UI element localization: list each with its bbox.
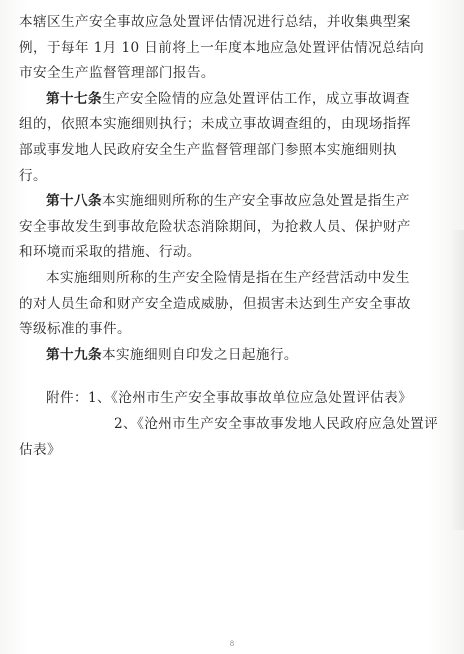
article-18 — [19, 189, 447, 215]
article-19 — [19, 343, 447, 369]
attachment-item: 1、《沧州市生产安全事故事故单位应急处置评估表》 — [87, 390, 413, 407]
text-line: 安全事故发生到事故危险状态消除期间，为抢救人员、保护财产 — [19, 218, 411, 235]
page-number: 8 — [229, 640, 235, 648]
article-label: 第十七条 — [46, 90, 102, 107]
text-line: 和环境而采取的措施、行动。 — [19, 244, 201, 261]
text-line: 例，于每年 1月 10 日前将上一年度本地应急处置评估情况总结向 — [19, 39, 425, 56]
attachment-line-1 — [19, 386, 447, 412]
text-line: 本实施细则自印发之日起施行。 — [101, 346, 298, 363]
text-line: 生产安全险情的应急处置评估工作，成立事故调查 — [101, 90, 410, 107]
text-line: 组的，依照本实施细则执行；未成立事故调查组的，由现场指挥 — [19, 116, 411, 133]
text-line: 本辖区生产安全事故应急处置评估情况进行总结，并收集典型案 — [19, 14, 411, 30]
attachment-item: 2、《沧州市生产安全事故事发地人民政府应急处置评 — [114, 415, 439, 432]
text-line: 部或事发地人民政府安全生产监督管理部门参照本实施细则执 — [19, 141, 397, 158]
article-label: 第十八条 — [46, 193, 102, 210]
text-line: 市安全生产监督管理部门报告。 — [19, 65, 215, 82]
text-line: 等级标准的事件。 — [19, 321, 131, 338]
text-line: 本实施细则所称的生产安全险情是指在生产经营活动中发生 — [46, 269, 410, 286]
attachment-label: 附件： — [46, 390, 88, 407]
article-17 — [19, 87, 447, 113]
attachment-item: 估表》 — [19, 441, 61, 458]
text-line: 的对人员生命和财产安全造成威胁，但损害未达到生产安全事故 — [19, 295, 411, 312]
document-body — [19, 10, 447, 463]
scan-shadow — [450, 230, 464, 530]
spacer — [19, 368, 447, 386]
article-label: 第十九条 — [46, 346, 102, 363]
text-line: 行。 — [19, 167, 47, 184]
text-line: 本实施细则所称的生产安全事故应急处置是指生产 — [101, 193, 410, 210]
